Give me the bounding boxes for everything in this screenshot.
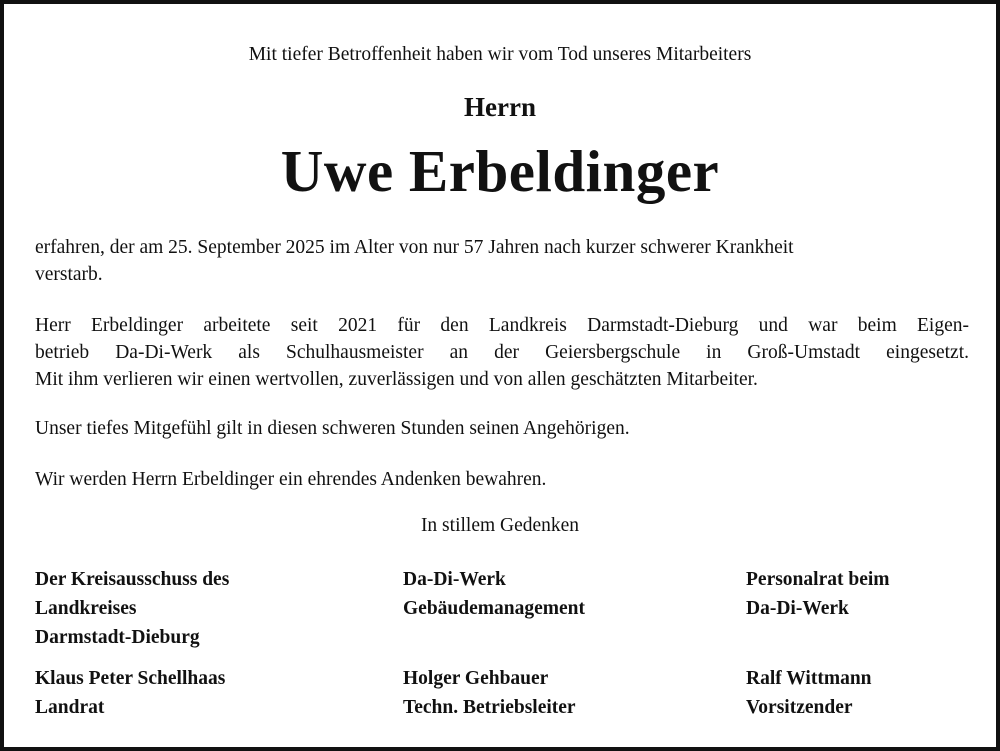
paragraph-line: verstarb. — [35, 264, 103, 285]
organization-line: Da-Di-Werk — [746, 598, 849, 619]
paragraph-line: Mit ihm verlieren wir einen wertvollen, zuverlässigen und von allen geschätzten Mitarbeiter. — [35, 369, 758, 390]
paragraph-death-notice — [35, 234, 969, 288]
paragraph-employment — [35, 312, 969, 393]
signatory-name: Klaus Peter Schellhaas — [35, 668, 226, 689]
paragraph-line: erfahren, der am 25. September 2025 im Alter von nur 57 Jahren nach kurzer schwerer Krankheit — [35, 237, 794, 258]
organization-personalrat — [746, 565, 890, 623]
signatory-title: Landrat — [35, 697, 105, 718]
signatory-landrat — [35, 664, 225, 722]
organization-line: Da-Di-Werk — [403, 569, 506, 590]
salutation: Herrn — [464, 92, 536, 122]
organization-da-di-werk — [403, 565, 585, 623]
paragraph-line: betrieb Da-Di-Werk als Schulhausmeister an der Geiersbergschule in Groß-Umstadt eingesetzt. — [35, 342, 969, 363]
signatory-name: Holger Gehbauer — [403, 668, 549, 689]
organization-kreisausschuss — [35, 565, 229, 652]
paragraph-condolence: Unser tiefes Mitgefühl gilt in diesen schweren Stunden seinen Angehörigen. — [35, 418, 630, 439]
organization-line: Der Kreisausschuss des — [35, 569, 230, 590]
signatory-title: Techn. Betriebsleiter — [403, 697, 576, 718]
intro-text: Mit tiefer Betroffenheit haben wir vom Tod unseres Mitarbeiters — [248, 44, 752, 65]
paragraph-remembrance: Wir werden Herrn Erbeldinger ein ehrendes Andenken bewahren. — [35, 469, 547, 490]
signatory-title: Vorsitzender — [746, 697, 853, 718]
paragraph-line: Herr Erbeldinger arbeitete seit 2021 für den Landkreis Darmstadt-Dieburg und war beim Eigen- — [35, 315, 969, 336]
signatory-vorsitzender — [746, 664, 872, 722]
signatory-betriebsleiter — [403, 664, 576, 722]
deceased-name: Uwe Erbeldinger — [280, 138, 720, 204]
organization-line: Personalrat beim — [746, 569, 890, 590]
organization-line: Darmstadt-Dieburg — [35, 627, 200, 648]
organization-line: Landkreises — [35, 598, 137, 619]
closing-phrase: In stillem Gedenken — [420, 515, 580, 536]
signatory-name: Ralf Wittmann — [746, 668, 872, 689]
organization-line: Gebäudemanagement — [403, 598, 585, 619]
